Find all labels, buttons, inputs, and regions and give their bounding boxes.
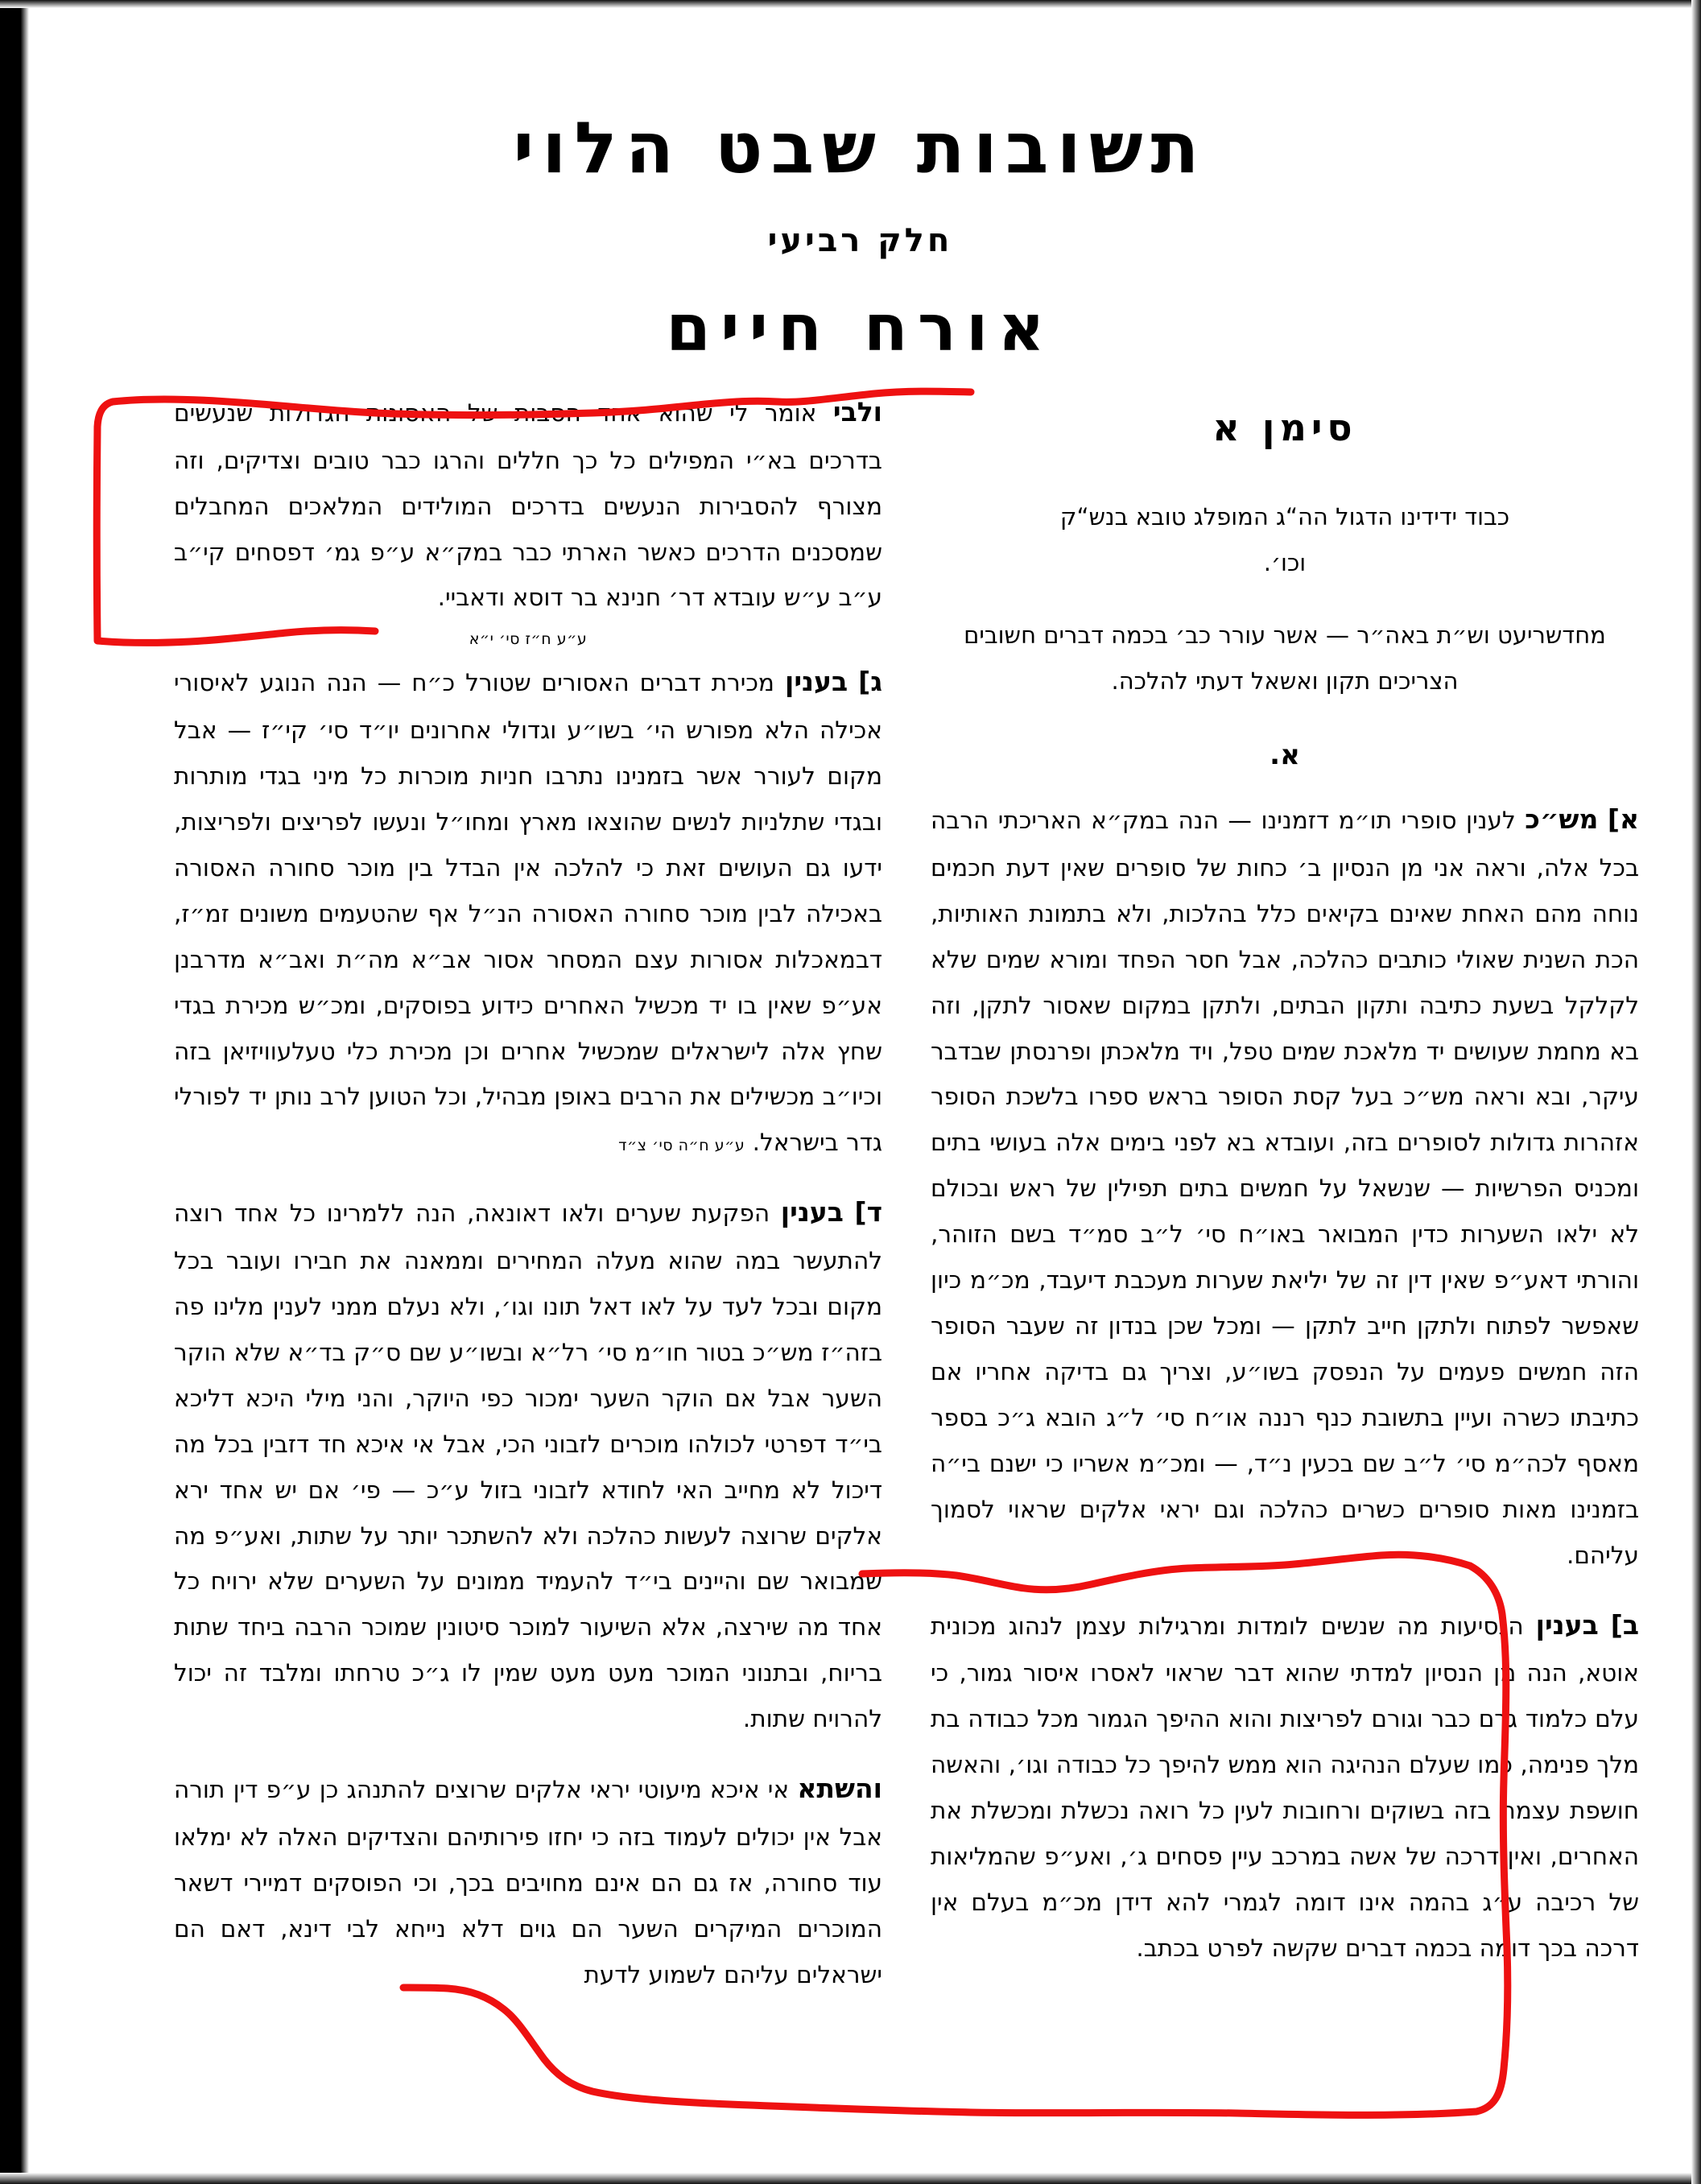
two-column-body bbox=[29, 386, 1691, 2165]
addressee-line-2: וכו׳. bbox=[1263, 548, 1307, 576]
paragraph-gimel bbox=[174, 656, 882, 1166]
paragraph-alef bbox=[931, 794, 1639, 1578]
addressee-line-1: כבוד ידידינו הדגול הה“ג המופלג טובא בנש“ק bbox=[1059, 503, 1510, 531]
paragraph-body-dalet: הפקעת שערים ולאו דאונאה, הנה ללמרינו כל אחד רוצה להתעשר במה שהוא מעלה המחירים וממאנה את חבירו ועובר בכל מקום ובכל לעד על לאו דאל תונו וגו׳, ולא נעלם ממני לענין מלינו פה בזה״ז מש״כ בטור חו״מ סי׳ רל״א ובשו״ע שם ס״ק בד״א שלא הוקר השער אבל אם הוקר השער ימכור כפי היוקר, והני מילי היכא דליכא בי״ד דפרטי לכולהו מוכרים לזבוני הכי, אבל אי איכא חד דזבין בכל מה דיכול לא מחייב האי לחודא לזבוני בזול ע״כ — פי׳ אם יש אחד ירא אלקים שרוצה לעשות כהלכה ולא להשתכר יותר על שתות, ואע״פ מה שמבואר שם והיינים בי״ד להעמיד ממונים על השערים שלא ירויח כל אחד מה שירצה, אלא השיעור למוכר סיטונין שמוכר הרבה ביחד שתות בריוח, ובתנוני המוכר מעט מעט שמין לו ג״כ טרחתו ומלבד זה יכול להרויח שתות. bbox=[174, 1199, 882, 1733]
paragraph-marker-gimel: ג] bbox=[858, 666, 882, 698]
paragraph-bet-highlighted bbox=[931, 1600, 1639, 1971]
paragraph-body-velibi: אומר לי שהוא אחד הסבות של האסונות הגדולות שנעשים בדרכים בא״י המפילים כל כך חללים והרגו כבר טובים וצדיקים, וזה מצורף להסבירות הנעשים בדרכים המולידים המלאכים המחבלים שמסכנים הדרכים כאשר הארתי כבר במק״א ע״פ גמ׳ דפסחים קי״ב ע״ב ע״ש עובדא דר׳ חנינא בר דוסא ודאביי. bbox=[174, 399, 882, 612]
paragraph-body-gimel: מכירת דברים האסורים שטורל כ״ח — הנה הנוגע לאיסורי אכילה הלא מפורש הי׳ בשו״ע וגדולי אחרונים יו״ד סי׳ קי״ז — אבל מקום לעורר אשר בזמנינו נתרבו חניות מוכרות כל מיני בגדי מותרות ובגדי שתלניות לנשים שהוצאו מארץ ומחו״ל ונעשו לפריצים ולפריצות, ידעו גם העושים זאת כי להלכה אין הבדל בין מוכר סחורה האסורה באכילה לבין מוכר סחורה האסורה הנ״ל אף שהטעמים משונים זמ״ז, דבמאכלות אסורות עצם המסחר אסור אב״א מה״ת ואב״א מדרבנן אע״פ שאין בו יד מכשיל האחרים כידוע בפוסקים, ומכ״ש מכירת בגדי שחץ אלה לישראלים שמכשיל אחרים וכן מכירת כלי טעלעוויזיאן בזה וכיו״ב מכשילים את הרבים באופן מבהיל, וכל הטוען לרב נותן יד לפורלי גדר בישראל. bbox=[174, 669, 882, 1157]
part-label: חלק רביעי bbox=[767, 222, 953, 259]
paragraph-velibi-highlighted bbox=[174, 386, 882, 621]
paragraph-body-vehashta: אי איכא מיעוטי יראי אלקים שרוצים להתנהג כן ע״פ דין תורה אבל אין יכולים לעמוד בזה כי יחזו פירותיהם והצדיקים האלה לא ימלאו עוד סחורה, אז גם הם אינם מחויבים בכך, וכי הפוסקים דמיירי דשאר המוכרים המיקרים השער הם גוים דלא נייחא לבי דינא, דאם הם ישראלים עליהם לשמוע לדעת bbox=[174, 1776, 882, 1988]
scan-edge-top bbox=[0, 0, 1701, 8]
paragraph-dalet bbox=[174, 1187, 882, 1742]
source-note-gimel: ע״ע ח״ה סי׳ צ״ד bbox=[618, 1137, 745, 1155]
paragraph-marker-bet: ב] bbox=[1610, 1608, 1639, 1641]
masthead bbox=[29, 8, 1691, 365]
column-right bbox=[931, 386, 1639, 1971]
siman-heading: סימן א bbox=[1212, 406, 1357, 449]
paragraph-lead-gimel: בענין bbox=[785, 666, 848, 698]
paragraph-lead-dalet: בענין bbox=[780, 1196, 844, 1228]
section-title: אורח חיים bbox=[666, 291, 1055, 365]
document-page bbox=[29, 8, 1691, 2173]
ot-heading: א. bbox=[1270, 739, 1300, 772]
paragraph-lead-vehashta: והשתא bbox=[797, 1773, 882, 1805]
paragraph-body-bet: הנסיעות מה שנשים לומדות ומרגילות עצמן לנהוג מכונית אוטא, הנה מן הנסיון למדתי שהוא דבר שראוי לאסרו איסור גמור, כי עלם כלמוד גרם כבר וגורם לפריצות והוא ההיפך הגמור מכל כבודה בת מלך פנימה, כמו שעלם הנהיגה הוא ממש להיפך כל כבודה וגו׳, והאשה חושפת עצמה בזה בשוקים ורחובות לעין כל רואה נכשלת ומכשלת את האחרים, ואין דרכה של אשה במרכב עיין פסחים ג׳, ואע״פ שהמליאות של רכיבה ע״ג בהמה אינו דומה לגמרי להא דידן מכ״מ בעלם אין דרכה בכך דומה בכמה דברים שקשה לפרט בכתב. bbox=[931, 1612, 1639, 1962]
paragraph-body-alef: לענין סופרי תו״מ דזמנינו — הנה במק״א האריכתי הרבה בכל אלה, וראה אני מן הנסיון ב׳ כחות של סופרים שאין דעת חכמים נוחה מהם האחת שאינם בקיאים כלל בהלכות, ולא בתמונת האותיות, הכת השנית שאולי כותבים כהלכה, אבל חסר הפחד ומורא שמים שלא לקלקל בשעת כתיבה ותקון הבתים, ולתקן במקום שאסור לתקן, וזה בא מחמת שעושים יד מלאכת שמים טפל, ויד מלאכתן ופרנסתן שבדבר עיקר, ובא וראה מש״כ בעל קסת הסופר בראש ספרו בלשכת הסופר אזהרות גדולות לסופרים בזה, ועובדא בא לפני בימים אלה בעושי בתים ומכניס הפרשיות — שנשאל על חמשים בתים תפילין של ראש ובכולם לא ילאו השערות כדין המבואר באו״ח סי׳ ל״ב סמ״ד בשם הזוהר, והורתי דאע״פ שאין דין זה של יליאת שערות מעכבת דיעבד, מכ״מ כיון שאפשר לפתוח ולתקן חייב לתקן — ומכל שכן בנדון זה שעבר הסופר הזה חמשים פעמים על הנפסק בשו״ע, וצריך גם בדיקה אחריו אם כתיבתו כשרה ועיין בתשובת כנף רננה או״ח סי׳ ל״ג הובא ג״כ בספר מאסף לכה״מ סי׳ ל״ב שם בכעין נ״ד, — ומכ״מ אשריו כי ישנם בי״ה בזמנינו מאות סופרים כשרים כהלכה וגם יראי אלקים שראוי לסמוך עליהם. bbox=[931, 807, 1639, 1569]
paragraph-lead-bet: בענין bbox=[1535, 1608, 1599, 1641]
paragraph-vehashta bbox=[174, 1763, 882, 1997]
paragraph-lead-velibi: ולבי bbox=[832, 396, 882, 427]
column-left bbox=[174, 386, 882, 1997]
scan-edge-left-gradient bbox=[21, 0, 29, 2184]
salutation-text: מחדשריעט וש״ת באה״ר — אשר עורר כב׳ בכמה דברים חשובים הצריכים תקון ואשאל דעתי להלכה. bbox=[964, 621, 1606, 695]
addressee-block bbox=[931, 494, 1639, 585]
scan-edge-left bbox=[0, 0, 21, 2184]
scan-edge-right bbox=[1691, 0, 1701, 2184]
source-note-velibi: ע״ע ח״ז סי׳ י״א bbox=[469, 630, 588, 649]
book-title: תשובות שבט הלוי bbox=[513, 106, 1208, 189]
paragraph-marker-dalet: ד] bbox=[854, 1196, 882, 1228]
scan-edge-bottom bbox=[0, 2173, 1701, 2184]
paragraph-marker-alef: א] bbox=[1607, 803, 1639, 836]
paragraph-lead-alef: מש״כ bbox=[1525, 803, 1599, 836]
